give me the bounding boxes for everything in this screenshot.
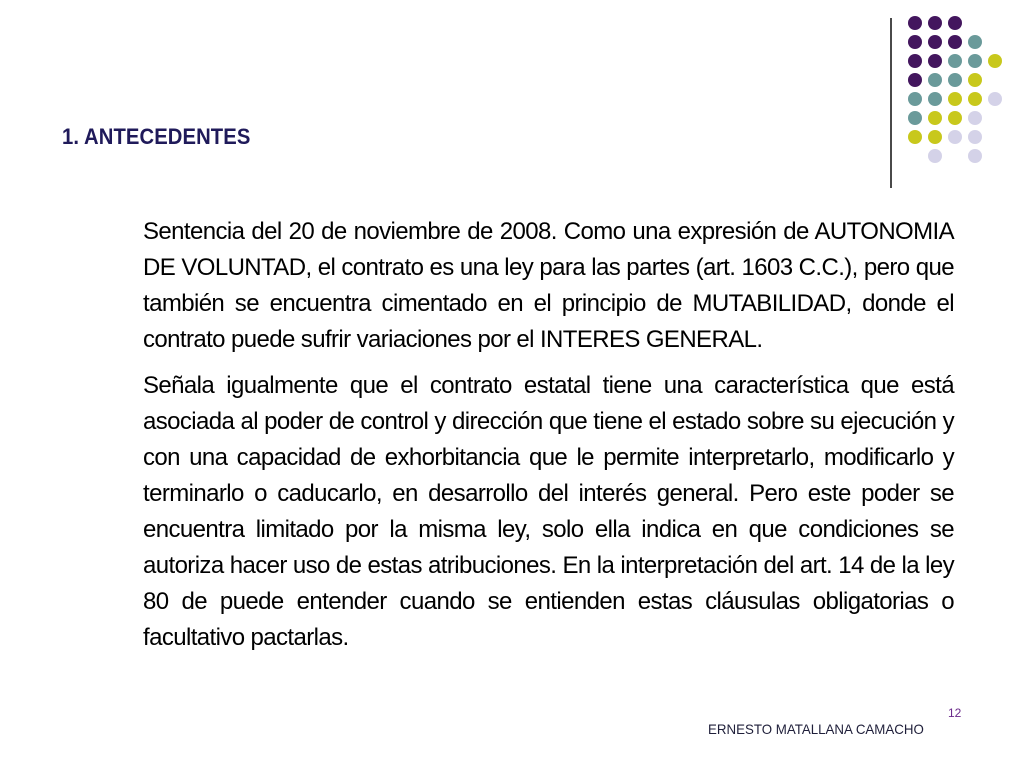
decorative-dot xyxy=(968,73,982,87)
decorative-dot xyxy=(928,54,942,68)
footer-author-name: ERNESTO MATALLANA CAMACHO xyxy=(708,721,924,737)
page-number: 12 xyxy=(948,706,962,720)
decorative-dot xyxy=(968,54,982,68)
slide-body xyxy=(143,214,954,656)
decorative-dot xyxy=(968,92,982,106)
decorative-dot xyxy=(948,16,962,30)
decorative-dot xyxy=(968,35,982,49)
decorative-dot xyxy=(908,130,922,144)
decorative-dot xyxy=(928,35,942,49)
decorative-dot xyxy=(988,92,1002,106)
decorative-dot xyxy=(908,54,922,68)
decorative-dot xyxy=(948,111,962,125)
decorative-dot xyxy=(928,111,942,125)
decorative-dot xyxy=(908,16,922,30)
slide-title: 1. ANTECEDENTES xyxy=(62,124,251,149)
decorative-dot xyxy=(928,16,942,30)
decorative-dot xyxy=(908,73,922,87)
decorative-dot xyxy=(968,130,982,144)
decorative-dot xyxy=(948,130,962,144)
decorative-dot xyxy=(948,35,962,49)
decorative-dot xyxy=(968,149,982,163)
decorative-dot xyxy=(948,73,962,87)
decorative-dot xyxy=(968,111,982,125)
decorative-dot xyxy=(928,92,942,106)
decorative-dot xyxy=(908,111,922,125)
decorative-dot xyxy=(928,149,942,163)
paragraph-2: Señala igualmente que el contrato estatal tiene una característica que está asociada al poder de control y dirección que tiene el estado sobre su ejecución y con una capacidad de exhorbitancia que le permite interpretarlo, modificarlo y terminarlo o caducarlo, en desarrollo del interés general. Pero este poder se encuentra limitado por la misma ley, solo ella indica en que condiciones se autoriza hacer uso de estas atribuciones. En la interpretación del art. 14 de la ley 80 de puede entender cuando se entienden estas cláusulas obligatorias o facultativo pactarlas. xyxy=(143,372,954,651)
decorative-dot xyxy=(948,92,962,106)
decorative-dot xyxy=(988,54,1002,68)
decorative-dot xyxy=(908,35,922,49)
decorative-dot xyxy=(928,130,942,144)
decorative-dot xyxy=(948,54,962,68)
paragraph-1: Sentencia del 20 de noviembre de 2008. Como una expresión de AUTONOMIA DE VOLUNTAD, el contrato es una ley para las partes (art. 1603 C.C.), pero que también se encuentra cimentado en el principio de MUTABILIDAD, donde el contrato puede sufrir variaciones por el INTERES GENERAL. xyxy=(143,218,954,353)
decorative-dot xyxy=(928,73,942,87)
decorative-dot xyxy=(908,92,922,106)
vertical-divider-line xyxy=(890,18,892,188)
